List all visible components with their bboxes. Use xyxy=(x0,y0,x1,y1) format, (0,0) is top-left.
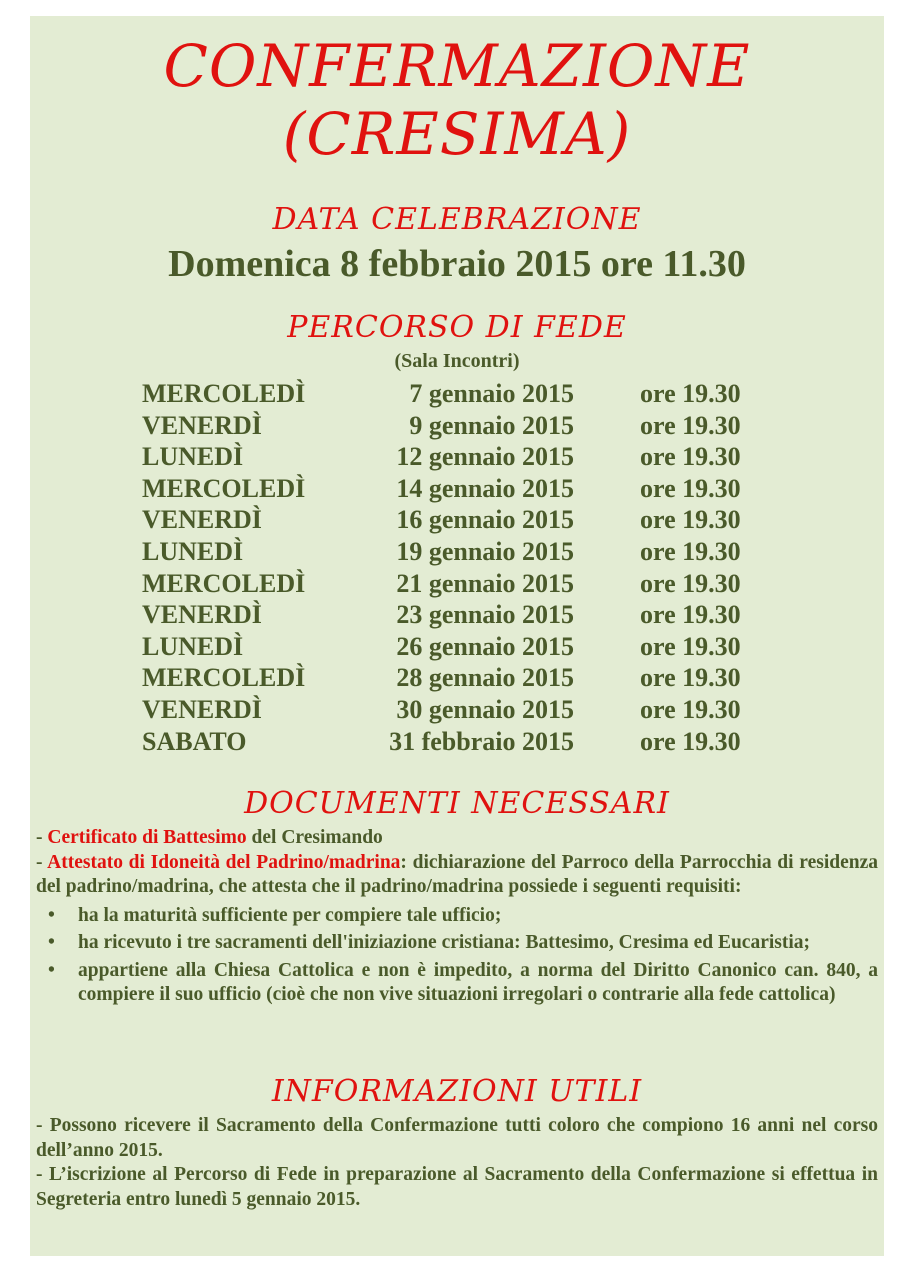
session-date: 23 gennaio 2015 xyxy=(396,600,574,630)
info-paragraph: - L’iscrizione al Percorso di Fede in preparazione al Sacramento della Confermazione si effettua in Segreteria entro lunedì 5 gennaio 2015. xyxy=(36,1164,878,1210)
celebration-date: Domenica 8 febbraio 2015 ore 11.30 xyxy=(168,243,746,285)
schedule-row xyxy=(30,694,884,725)
session-time: ore 19.30 xyxy=(640,473,741,503)
schedule-row xyxy=(30,568,884,599)
session-day: LUNEDÌ xyxy=(142,631,244,661)
bullet-icon: • xyxy=(48,932,55,953)
schedule-row xyxy=(30,410,884,441)
session-date: 14 gennaio 2015 xyxy=(396,473,574,503)
session-day: LUNEDÌ xyxy=(142,537,244,566)
document-detail: : dichiarazione del Parroco della Parrocchia di residenza del padrino/madrina, che attesta che il padrino/madrina possiede i seguenti requisiti: xyxy=(36,851,878,897)
dash: - xyxy=(36,827,48,848)
session-date: 26 gennaio 2015 xyxy=(396,631,574,661)
title-line-1: CONFERMAZIONE xyxy=(163,32,751,100)
info-text xyxy=(36,1114,878,1212)
document-name: Attestato di Idoneità del Padrino/madrina xyxy=(47,851,401,873)
session-time: ore 19.30 xyxy=(640,631,741,661)
session-date: 12 gennaio 2015 xyxy=(396,442,574,472)
session-time: ore 19.30 xyxy=(640,537,741,566)
schedule-row xyxy=(30,726,884,757)
schedule-row xyxy=(30,378,884,409)
session-time: ore 19.30 xyxy=(640,379,741,408)
session-time: ore 19.30 xyxy=(640,410,741,440)
session-day: MERCOLEDÌ xyxy=(142,663,306,693)
session-time: ore 19.30 xyxy=(640,695,741,724)
session-time: ore 19.30 xyxy=(640,600,741,630)
session-day: MERCOLEDÌ xyxy=(142,473,306,503)
bullet-icon: • xyxy=(48,904,55,926)
list-item xyxy=(36,904,878,929)
schedule-row xyxy=(30,631,884,662)
flyer-page xyxy=(30,16,884,1256)
schedule-row xyxy=(30,599,884,630)
session-day: VENERDÌ xyxy=(142,600,262,630)
documents-text xyxy=(36,826,878,1011)
bullet-icon: • xyxy=(48,959,55,981)
schedule-row xyxy=(30,504,884,535)
session-time: ore 19.30 xyxy=(640,663,741,693)
session-date: 30 gennaio 2015 xyxy=(396,695,574,724)
session-day: VENERDÌ xyxy=(142,410,262,440)
session-day: LUNEDÌ xyxy=(142,442,244,472)
requirement-text: appartiene alla Chiesa Cattolica e non è impedito, a norma del Diritto Canonico can. 840, a compiere il suo ufficio (cioè che non vive situazioni irregolari o contrarie alla fede cattolica) xyxy=(78,959,878,1005)
session-time: ore 19.30 xyxy=(640,442,741,472)
session-time: ore 19.30 xyxy=(640,726,741,756)
list-item xyxy=(36,931,878,956)
requirement-text: ha la maturità sufficiente per compiere tale ufficio; xyxy=(78,904,502,926)
session-day: VENERDÌ xyxy=(142,505,262,535)
session-day: MERCOLEDÌ xyxy=(142,379,306,408)
session-date: 9 gennaio 2015 xyxy=(409,410,574,440)
schedule-row xyxy=(30,536,884,567)
requirements-list xyxy=(36,904,878,1008)
list-item xyxy=(36,959,878,1008)
session-day: SABATO xyxy=(142,726,247,756)
schedule-row xyxy=(30,473,884,504)
session-date: 21 gennaio 2015 xyxy=(396,568,574,598)
session-date: 7 gennaio 2015 xyxy=(409,379,574,408)
document-name: Certificato di Battesimo xyxy=(47,827,247,848)
session-time: ore 19.30 xyxy=(640,568,741,598)
session-time: ore 19.30 xyxy=(640,505,741,535)
percorso-location: (Sala Incontri) xyxy=(394,350,520,372)
info-heading: INFORMAZIONI UTILI xyxy=(271,1074,643,1109)
session-date: 19 gennaio 2015 xyxy=(396,537,574,566)
session-date: 28 gennaio 2015 xyxy=(396,663,574,693)
percorso-heading: PERCORSO DI FEDE xyxy=(287,310,627,345)
session-date: 31 febbraio 2015 xyxy=(389,726,574,756)
requirement-text: ha ricevuto i tre sacramenti dell'iniziazione cristiana: Battesimo, Cresima ed Eucaristia; xyxy=(78,932,811,953)
dash: - xyxy=(36,851,48,873)
schedule-row xyxy=(30,662,884,693)
info-paragraph: - Possono ricevere il Sacramento della Confermazione tutti coloro che compiono 16 anni nel corso dell’anno 2015. xyxy=(36,1115,878,1161)
documents-heading: DOCUMENTI NECESSARI xyxy=(244,786,670,821)
document-item-1 xyxy=(36,826,878,851)
celebration-heading: DATA CELEBRAZIONE xyxy=(272,202,642,237)
session-day: VENERDÌ xyxy=(142,695,262,724)
session-day: MERCOLEDÌ xyxy=(142,568,306,598)
title-line-2: (CRESIMA) xyxy=(282,100,632,168)
document-item-2 xyxy=(36,851,878,900)
document-detail: del Cresimando xyxy=(246,827,383,848)
schedule-row xyxy=(30,441,884,472)
session-date: 16 gennaio 2015 xyxy=(396,505,574,535)
